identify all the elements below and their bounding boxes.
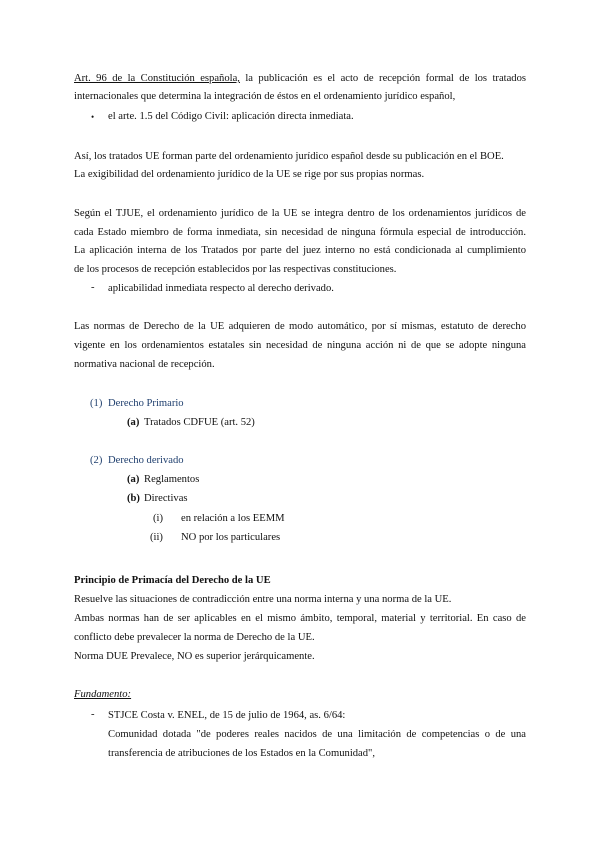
bullet-marker: • bbox=[91, 112, 95, 122]
dash-marker-fundamento: - bbox=[91, 709, 95, 720]
paragraph-1-line-1 bbox=[74, 72, 526, 86]
paragraph-4-line-3: normativa nacional de recepción. bbox=[74, 359, 215, 370]
fundamento-line-2: Comunidad dotada "de poderes reales nacidos de una limitación de competencias o de una bbox=[108, 729, 526, 740]
list-item-tratados: Tratados CDFUE (art. 52) bbox=[144, 417, 255, 428]
list-marker-b2: (b) bbox=[127, 493, 140, 504]
list-number-2: (2) bbox=[90, 455, 103, 466]
list-marker-ii: (ii) bbox=[150, 532, 163, 543]
list-number-1: (1) bbox=[90, 398, 103, 409]
paragraph-4-line-1: Las normas de Derecho de la UE adquieren de modo automático, por sí mismas, estatuto de derecho bbox=[74, 321, 526, 332]
paragraph-1-line-2: internacionales que determina la integración de éstos en el ordenamiento jurídico español, bbox=[74, 91, 456, 102]
dash-marker: - bbox=[91, 282, 95, 293]
paragraph-5-line-1: Resuelve las situaciones de contradicción entre una norma interna y una norma de la UE. bbox=[74, 594, 452, 605]
fundamento-line-1: STJCE Costa v. ENEL, de 15 de julio de 1964, as. 6/64: bbox=[108, 710, 346, 721]
paragraph-4-line-2: vigente en los ordenamientos estatales sin necesidad de ninguna acción ni de que se adopte ninguna bbox=[74, 340, 526, 351]
bullet-item-codigo-civil: el arte. 1.5 del Código Civil: aplicación directa inmediata. bbox=[108, 111, 354, 122]
paragraph-5-line-3: conflicto debe prevalecer la norma de Derecho de la UE. bbox=[74, 632, 315, 643]
list-item-particulares: NO por los particulares bbox=[181, 532, 281, 543]
paragraph-3-line-2: cada Estado miembro de forma inmediata, sin necesidad de ninguna fórmula especial de introducción. bbox=[74, 227, 526, 238]
paragraph-5-line-4: Norma DUE Prevalece, NO es superior jerárquicamente. bbox=[74, 651, 315, 662]
list-marker-a2: (a) bbox=[127, 474, 140, 485]
paragraph-2-line-1: Así, los tratados UE forman parte del ordenamiento jurídico español desde su publicación en el BOE. bbox=[74, 151, 504, 162]
list-item-directivas: Directivas bbox=[144, 493, 188, 504]
list-item-reglamentos: Reglamentos bbox=[144, 474, 200, 485]
list-heading-derecho-derivado: Derecho derivado bbox=[108, 455, 184, 466]
paragraph-5-line-2: Ambas normas han de ser aplicables en el mismo ámbito, temporal, material y territorial. En caso de bbox=[74, 613, 526, 624]
constitution-link[interactable]: Art. 96 de la Constitución española, bbox=[74, 73, 240, 84]
paragraph-3-line-4: de los procesos de recepción establecidos por las respectivas constituciones. bbox=[74, 264, 397, 275]
fundamento-line-3: transferencia de atribuciones de los Estados en la Comunidad", bbox=[108, 748, 376, 759]
dash-item-aplicabilidad: aplicabilidad inmediata respecto al derecho derivado. bbox=[108, 283, 334, 294]
paragraph-2-line-2: La exigibilidad del ordenamiento jurídico de la UE se rige por sus propias normas. bbox=[74, 169, 425, 180]
list-item-eemm: en relación a los EEMM bbox=[181, 513, 285, 524]
list-marker-a1: (a) bbox=[127, 417, 140, 428]
section-heading-fundamento: Fundamento: bbox=[74, 689, 132, 700]
list-heading-derecho-primario: Derecho Primario bbox=[108, 398, 184, 409]
paragraph-3-line-3: La aplicación interna de los Tratados por parte del juez interno no está condicionada al cumplimiento bbox=[74, 245, 526, 256]
section-heading-primacia: Principio de Primacía del Derecho de la UE bbox=[74, 575, 271, 586]
paragraph-3-line-1: Según el TJUE, el ordenamiento jurídico de la UE se integra dentro de los ordenamientos jurídicos de bbox=[74, 208, 526, 219]
list-marker-i: (i) bbox=[153, 513, 163, 524]
paragraph-1-text: la publicación es el acto de recepción formal de los tratados bbox=[239, 73, 527, 84]
